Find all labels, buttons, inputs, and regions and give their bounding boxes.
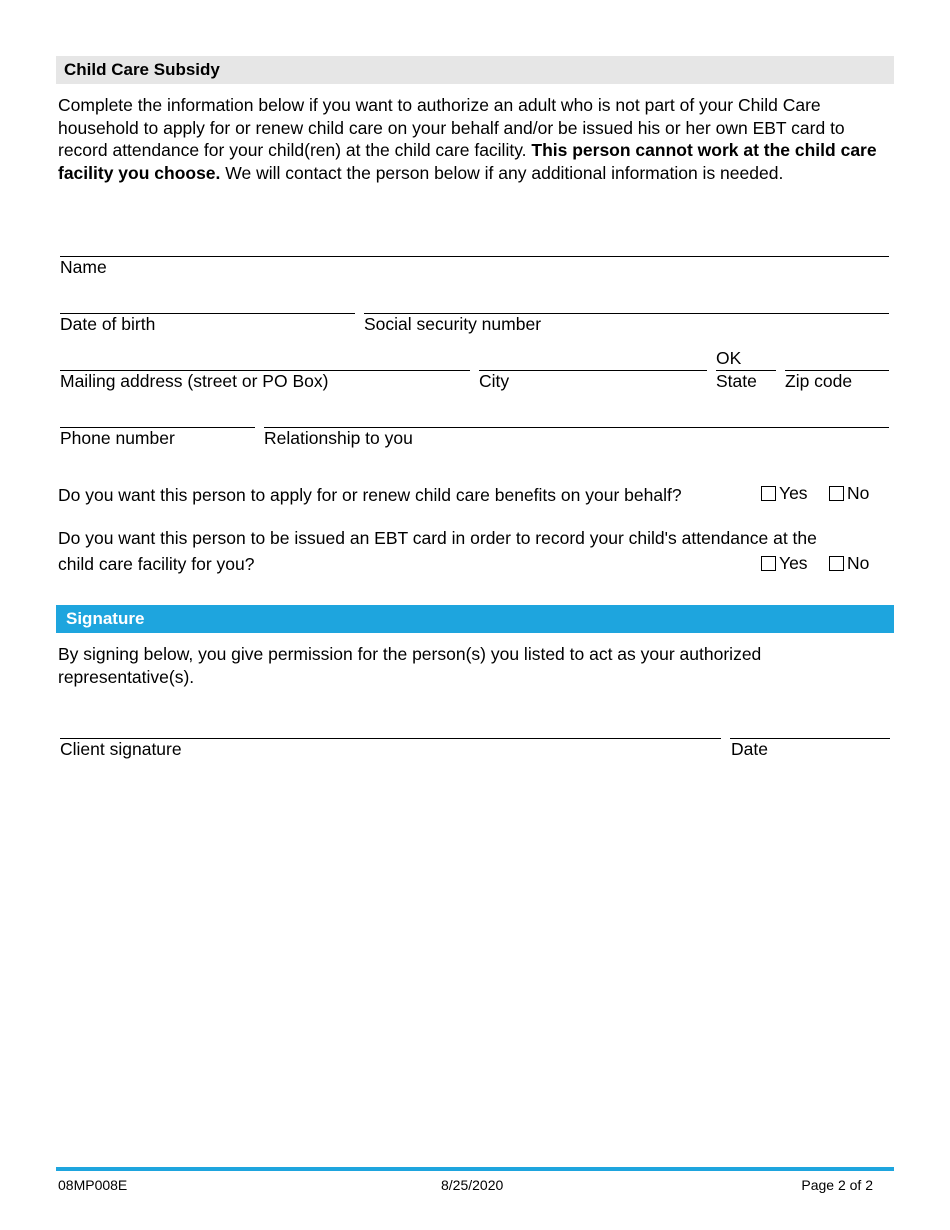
intro-text-1: Complete the information below if you want to authorize an adult who is not part of your Child Care household to apply for or renew child care on your behalf and/or be issued his or her own EBT card to record attendance for your child(ren) at the child care facility. bbox=[58, 95, 845, 160]
phone-number-label: Phone number bbox=[60, 428, 175, 448]
section-header-child-care-subsidy bbox=[56, 56, 894, 84]
q2-yes-checkbox[interactable] bbox=[761, 553, 808, 574]
page-number: Page 2 of 2 bbox=[801, 1177, 873, 1193]
signature-paragraph: By signing below, you give permission for the person(s) you listed to act as your authorized representative(s). bbox=[58, 644, 762, 687]
question-ebt-card-line2: child care facility for you? bbox=[58, 554, 255, 574]
checkbox-icon[interactable] bbox=[829, 486, 844, 501]
intro-paragraph bbox=[58, 94, 888, 184]
city-label: City bbox=[479, 371, 510, 391]
intro-text-2: We will contact the person below if any additional information is needed. bbox=[220, 162, 784, 183]
section-title: Child Care Subsidy bbox=[64, 60, 220, 79]
no-label: No bbox=[847, 483, 870, 503]
zip-code-label: Zip code bbox=[785, 371, 853, 391]
state-label: State bbox=[716, 371, 757, 391]
no-label: No bbox=[847, 553, 870, 573]
name-field[interactable] bbox=[60, 256, 889, 257]
client-signature-label: Client signature bbox=[60, 739, 182, 759]
yes-label: Yes bbox=[779, 483, 808, 503]
q1-yes-checkbox[interactable] bbox=[761, 483, 808, 504]
checkbox-icon[interactable] bbox=[829, 556, 844, 571]
city-field[interactable] bbox=[479, 370, 707, 371]
q1-no-checkbox[interactable] bbox=[829, 483, 869, 504]
section-header-signature bbox=[56, 605, 894, 633]
signature-date-label: Date bbox=[731, 739, 768, 759]
name-label: Name bbox=[60, 257, 107, 277]
checkbox-icon[interactable] bbox=[761, 486, 776, 501]
footer-rule bbox=[56, 1167, 894, 1171]
checkbox-icon[interactable] bbox=[761, 556, 776, 571]
mailing-address-label: Mailing address (street or PO Box) bbox=[60, 371, 329, 391]
yes-label: Yes bbox=[779, 553, 808, 573]
question-ebt-card-line1: Do you want this person to be issued an EBT card in order to record your child's attendance at the bbox=[58, 528, 817, 548]
form-date: 8/25/2020 bbox=[441, 1177, 504, 1193]
dob-label: Date of birth bbox=[60, 314, 156, 334]
form-id: 08MP008E bbox=[58, 1177, 128, 1193]
section-title: Signature bbox=[66, 609, 145, 628]
state-value: OK bbox=[716, 348, 742, 368]
ssn-label: Social security number bbox=[364, 314, 542, 334]
relationship-label: Relationship to you bbox=[264, 428, 413, 448]
q2-no-checkbox[interactable] bbox=[829, 553, 869, 574]
question-apply-renew: Do you want this person to apply for or renew child care benefits on your behalf? bbox=[58, 485, 682, 505]
intro-bold-text: This person cannot work at the child care facility you choose. bbox=[58, 140, 877, 183]
